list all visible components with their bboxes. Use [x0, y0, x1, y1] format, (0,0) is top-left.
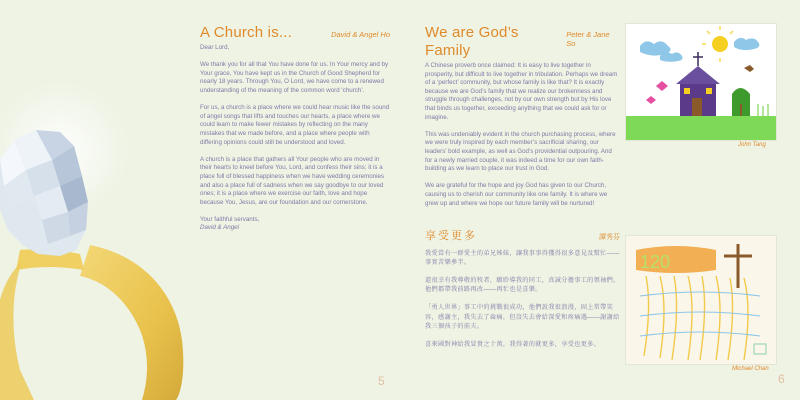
chinese-title: 享受更多: [425, 230, 477, 242]
drawing-caption: Michael Chan: [732, 366, 769, 372]
chinese-author-name: 譚秀芬: [599, 234, 620, 241]
drawing-caption: John Tang: [738, 142, 766, 148]
right-page-chinese-column: [425, 232, 620, 357]
author-name: Peter & Jane So: [566, 30, 610, 48]
diamond-ring-illustration: [0, 0, 200, 400]
chinese-paragraph: 喜來國對神給我冒貴之十萬，我得著的就更多，享受也更多。: [425, 340, 601, 348]
body-paragraph: We thank you for all that You have done for us. In Your mercy and by Your grace, You have kept us in the Church of Good Shepherd for nearly 18 years. Through You, O Lord, we have come to a renewed understanding of the meaning of the common word ‘church’.: [200, 61, 389, 94]
body-paragraph: For us, a church is a place where we could hear music like the sound of angel songs that lifts and touches our hearts, a place where we could learn to make fewer mistakes by reflecting on the many mistakes that we made before, and a place where people with differing opinions could still be understood and loved.: [200, 104, 390, 146]
right-page-english-column: [425, 24, 620, 217]
letter-greeting: Dear Lord,: [200, 44, 230, 51]
body-paragraph: We are grateful for the hope and joy God has given to our Church, causing us to cherish our community like one family. It is where we grew up and where we hope our future family will be nurtured!: [425, 182, 608, 207]
body-paragraph: This was undeniably evident in the church purchasing process, where we were truly inspired by each member’s sacrificial sharing, our leaders’ bold example, as well as God’s providential outpouring. And for a newly married couple, it was indeed a time for our own faith-building as we learn to place our trust in God.: [425, 130, 616, 173]
letter-closing: Your faithful servants,: [200, 215, 260, 223]
chinese-paragraph: 我愛當有一群愛主的弟兄姊妹，讓我事事得獲得很多意見及幫忙——事實苦樂參半。: [425, 249, 620, 267]
page-title: We are God’s Family: [425, 24, 519, 59]
cross-drawing-art: [626, 236, 776, 364]
page-number: 6: [778, 372, 785, 386]
author-name: David & Angel Ho: [331, 30, 390, 39]
svg-text:120: 120: [640, 252, 671, 272]
page-title: A Church is...: [200, 24, 293, 41]
chinese-paragraph: 還很幸有我尊敬的牧者，願聆導我的同工，真誠分擔事工的領袖們，他們都帶我前路再改——再忙也是喜樂。: [425, 276, 620, 294]
letter-signature: David & Angel: [200, 224, 239, 232]
body-paragraph: A church is a place that gathers all Your people who are moved in their hearts to kneel before You, Lord, and confess their sins; it is a place full of blessed happiness when we have wedding ceremonies and also a place full of sadness when we say goodbye to our loved ones; it is a place where we exercise our faith, love and hope because You, Jesus, are our foundation and our cornerstone.: [200, 155, 385, 206]
left-page-column: [200, 24, 390, 233]
cross-drawing: [626, 236, 776, 364]
church-drawing: [626, 24, 776, 140]
chinese-paragraph: 「勇人世界」事工中的挑戰很成功，他們說我很浪漫，固上常帶笑容，感謝主，我失去了齒痛，但沒失去會給深愛和疼痛遇——謝謝給我三個孩子的前夫。: [425, 303, 620, 331]
page-number: 5: [378, 374, 385, 388]
church-drawing-art: [626, 24, 776, 140]
body-paragraph: A Chinese proverb once claimed: It is easy to live together in prosperity, but difficult to live together in tribulation. Perhaps we dream of a ‘perfect’ community, but whose family is like that? It is exactly because we are God’s family that we realize our brokenness and struggle through challenges, not by our own strength but by His love that binds us together, exceeding anything that we could ask for or imagine.: [425, 62, 618, 121]
